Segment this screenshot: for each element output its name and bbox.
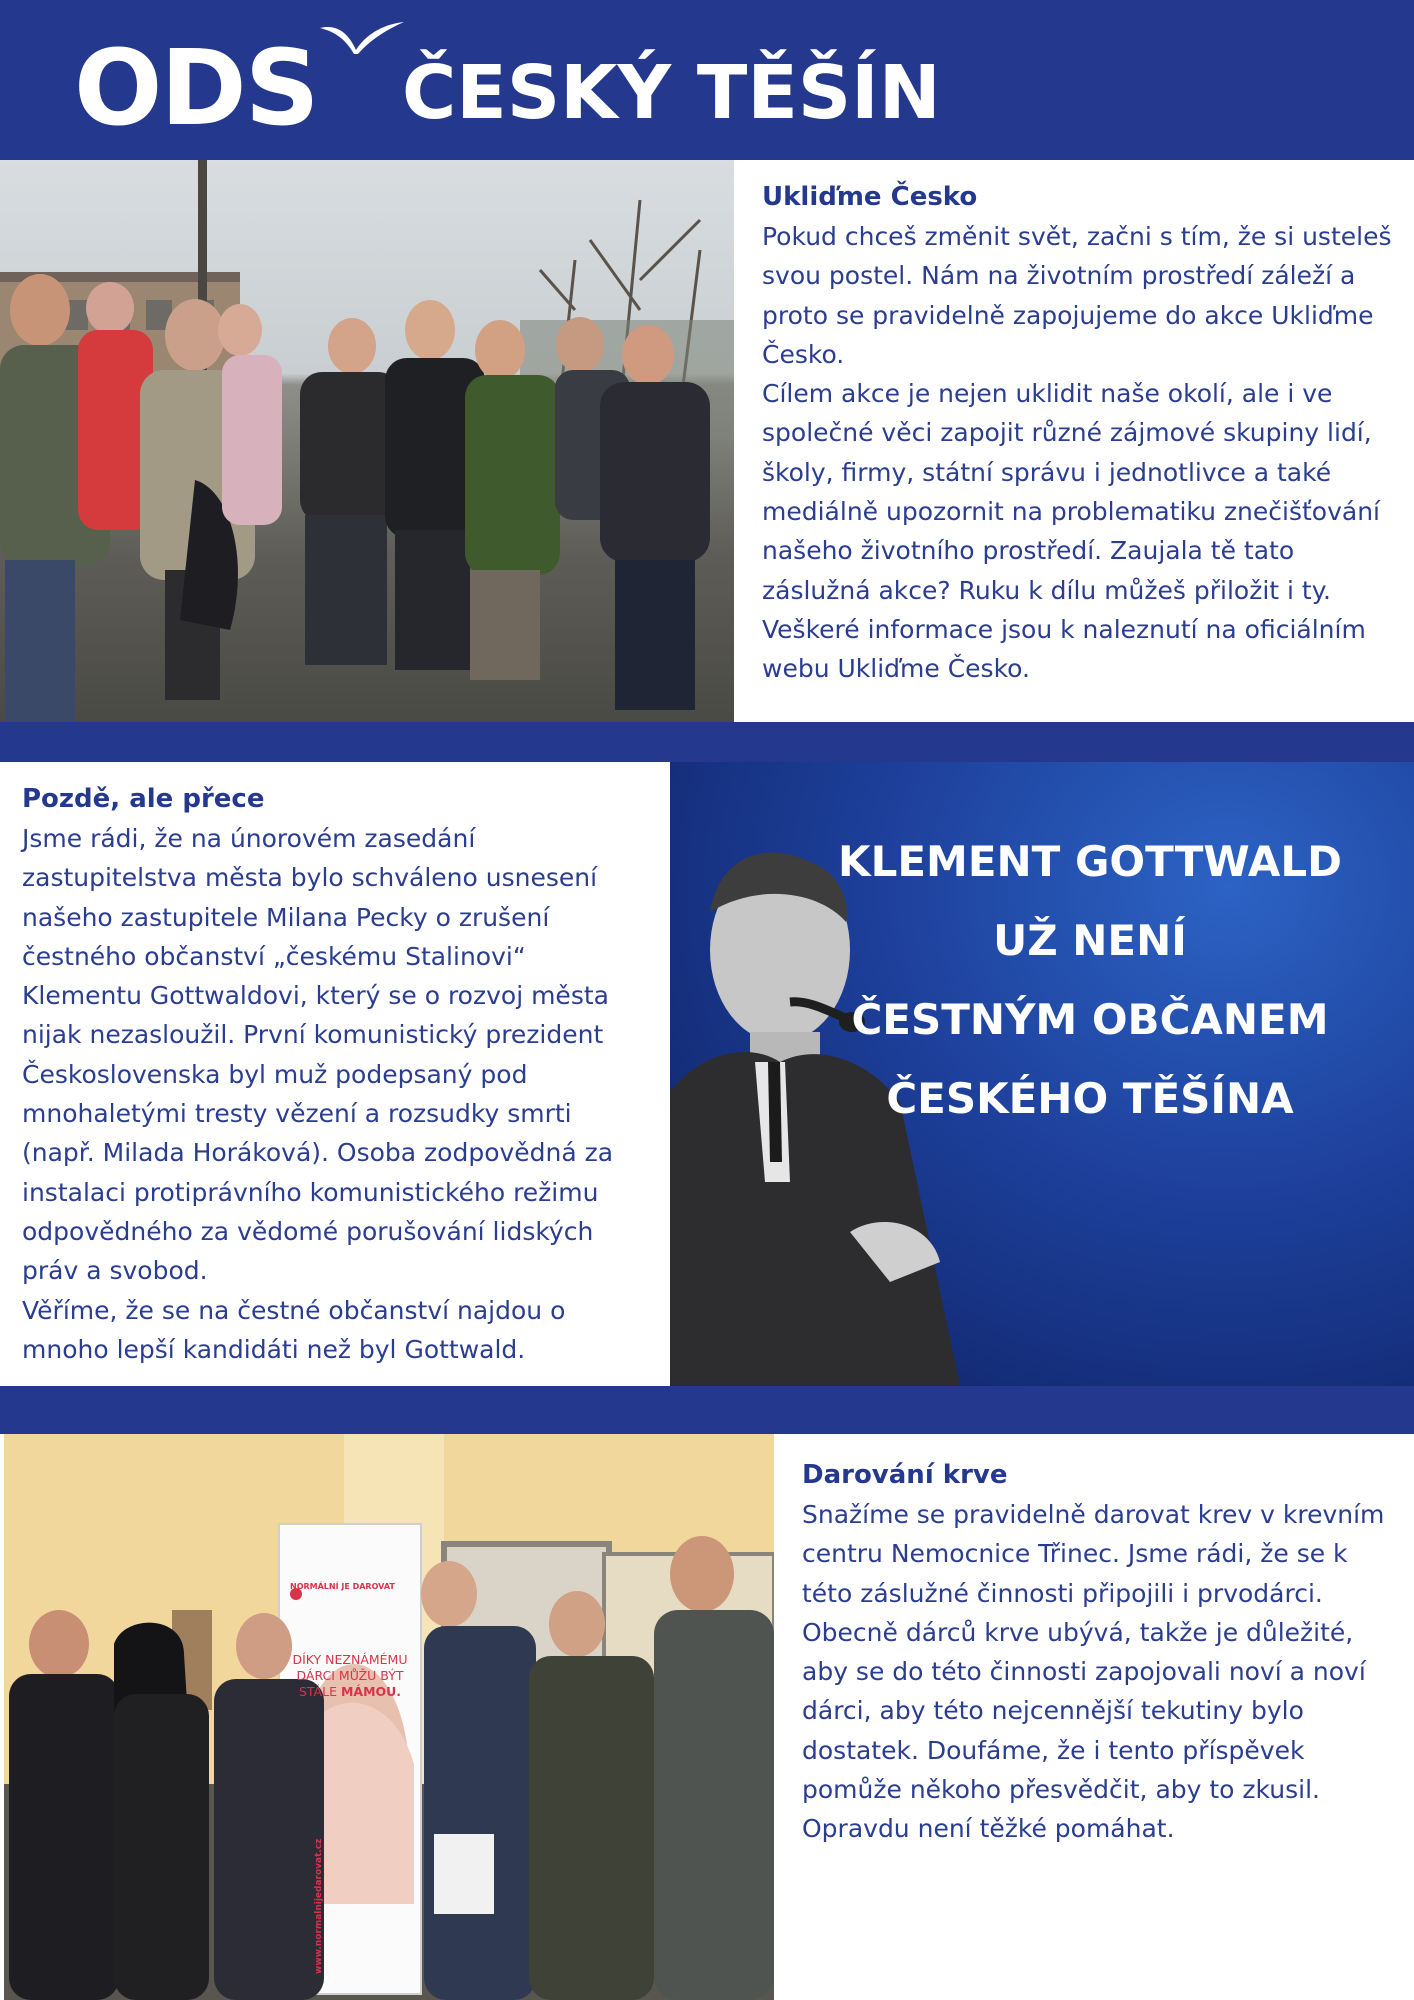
blood-donation-photo [4,1434,774,2000]
gottwald-headline [790,822,1390,1138]
banner-message [283,1652,417,1700]
headline-line: KLEMENT GOTTWALD [838,837,1342,886]
headline-line: ČESTNÝM OBČANEM [851,995,1329,1044]
article-paragraph: Pokud chceš změnit svět, začni s tím, že si usteleš svou postel. Nám na životním prostředí záleží a proto se pravidelně zapojujeme do akce Ukliďme Česko. [762,222,1392,369]
banner-message-emphasis: MÁMOU. [340,1684,402,1699]
banner-message-line [283,1684,417,1700]
article-title: Darování krve [802,1460,1008,1490]
headline-line: UŽ NENÍ [993,916,1187,965]
banner-url: www.normalnijedarovat.cz [314,1838,324,1974]
article-cleanup [762,178,1402,689]
banner-message-prefix: STÁLE [298,1684,341,1699]
banner-message-line: DÁRCI MŮŽU BÝT [296,1668,404,1683]
city-title: ČESKÝ TĚŠÍN [402,50,941,136]
article-gottwald [22,780,642,1369]
headline-line: ČESKÉHO TĚŠÍNA [886,1074,1294,1123]
article-paragraph: Cílem akce je nejen uklidit naše okolí, ale i ve společné věci zapojit různé zájmové skupiny lidí, školy, firmy, státní správu i jednotlivce a také mediálně upozornit na problematiku znečišťování našeho životního prostředí. Zaujala tě tato záslužná akce? Ruku k dílu můžeš přiložit i ty. Veškeré informace jsou k naleznutí na oficiálním webu Ukliďme Česko. [762,379,1380,684]
header-bar [0,0,1414,160]
cleanup-group-photo [0,160,734,722]
article-paragraph: Jsme rádi, že na únorovém zasedání zastupitelstva města bylo schváleno usnesení našeho zastupitele Milana Pecky o zrušení čestného občanství „českému Stalinovi“ Klementu Gottwaldovi, který se o rozvoj města nijak nezasloužil. První komunistický prezident Československa byl muž podepsaný pod mnohaletými tresty vězení a rozsudky smrti (např. Milada Horáková). Osoba zodpovědná za instalaci protiprávního komunistického režimu odpovědného za vědomé porušování lidských práv a svobod. [22,824,614,1286]
article-blood [802,1456,1402,1849]
ods-logo-text: ODS [74,27,318,149]
article-title: Ukliďme Česko [762,182,978,212]
article-paragraph: Snažíme se pravidelně darovat krev v krevním centru Nemocnice Třinec. Jsme rádi, že se k této záslužné činnosti připojili i prvodárci. Obecně dárců krve ubývá, takže je důležité, aby se do této činnosti zapojovali noví a noví dárci, aby této nejcennější tekutiny bylo dostatek. Doufáme, že i tento příspěvek pomůže někoho přesvědčit, aby to zkusil. Opravdu není těžké pomáhat. [802,1500,1385,1844]
banner-logo-text: NORMÁLNÍ JE DAROVAT [290,1582,395,1591]
article-title: Pozdě, ale přece [22,784,265,814]
bird-logo-icon [318,20,406,54]
banner-message-line: DÍKY NEZNÁMÉMU [292,1652,408,1667]
article-paragraph: Věříme, že se na čestné občanství najdou o mnoho lepší kandidáti než byl Gottwald. [22,1295,566,1364]
